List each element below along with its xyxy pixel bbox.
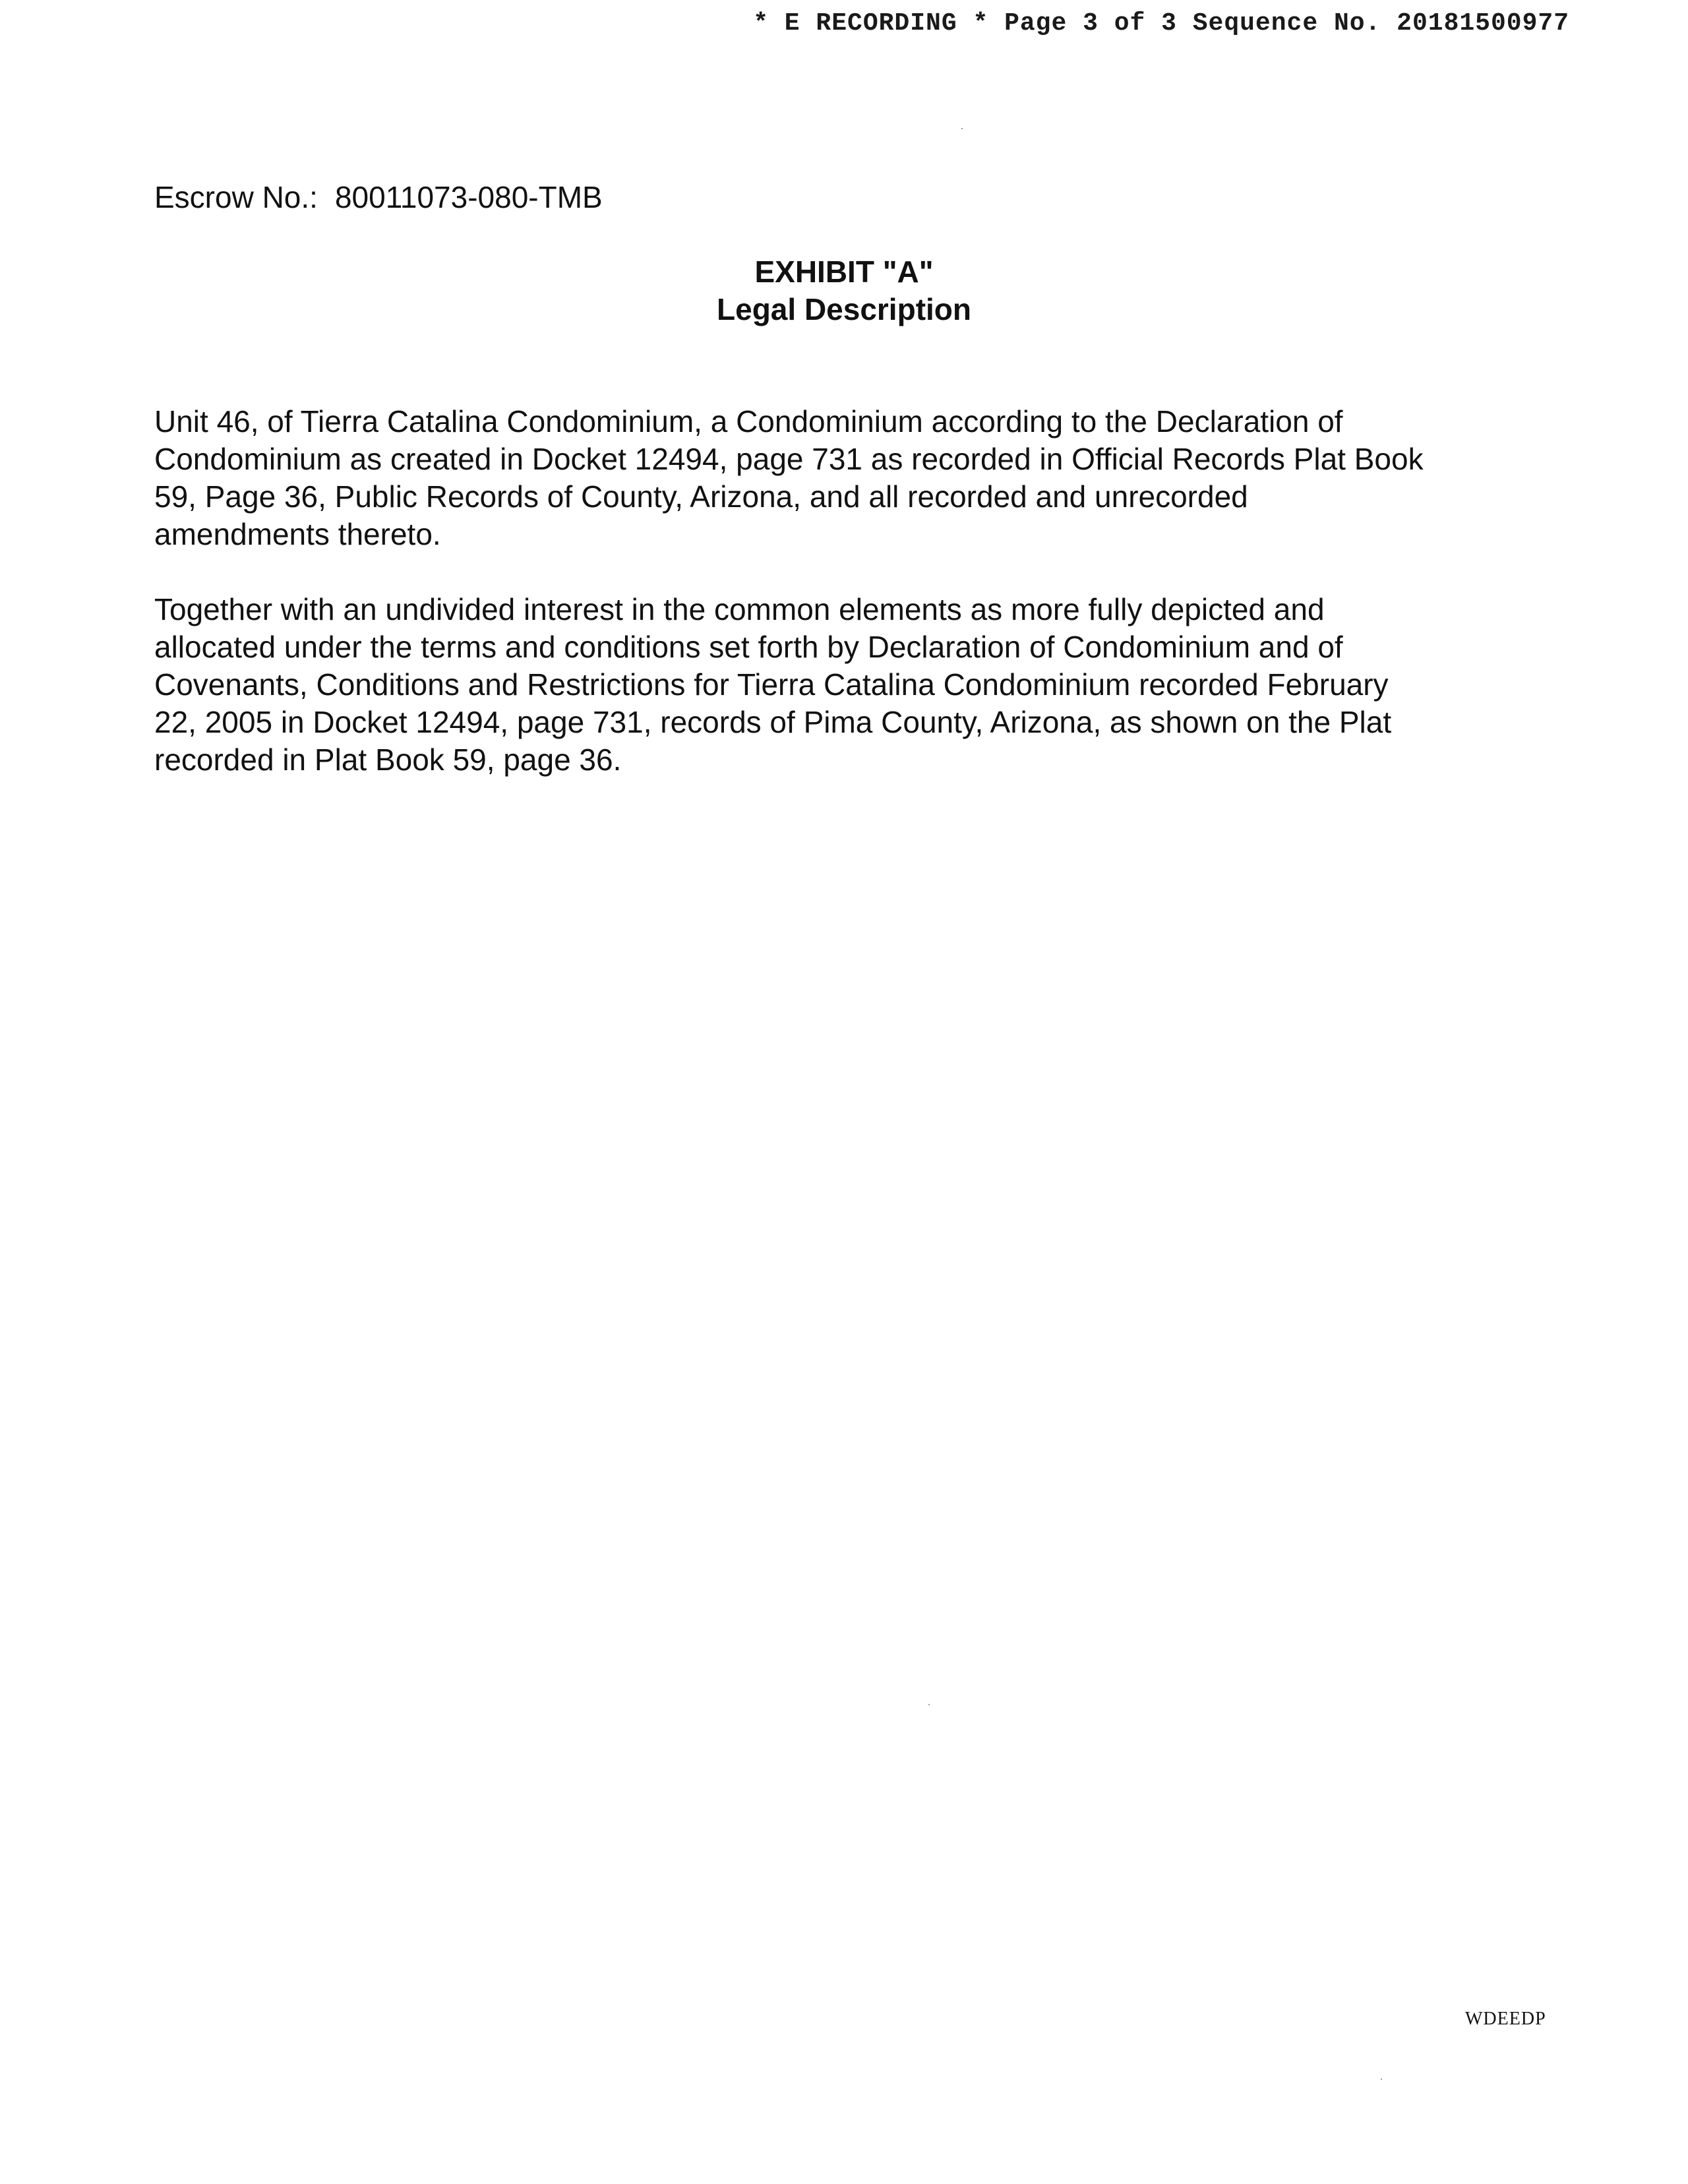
escrow-label: Escrow No.: <box>154 180 318 214</box>
document-code: WDEEDP <box>1465 2009 1546 2029</box>
scan-speck <box>928 1704 930 1705</box>
paragraph-line: Covenants, Conditions and Restrictions for Tierra Catalina Condominium recorded February <box>154 667 1389 702</box>
paragraph-line: Together with an undivided interest in the common elements as more fully depicted and <box>154 592 1325 626</box>
scan-speck <box>961 128 963 129</box>
paragraph-line: amendments thereto. <box>154 517 441 551</box>
recording-header: * E RECORDING * Page 3 of 3 Sequence No. 20181500977 <box>753 9 1569 38</box>
paragraph-line: Condominium as created in Docket 12494, page 731 as recorded in Official Records Plat Book <box>154 442 1424 476</box>
exhibit-subtitle: Legal Description <box>717 292 971 326</box>
scan-speck <box>1381 2078 1382 2080</box>
paragraph-line: allocated under the terms and conditions set forth by Declaration of Condominium and of <box>154 630 1343 664</box>
paragraph-line: recorded in Plat Book 59, page 36. <box>154 743 622 777</box>
exhibit-title: EXHIBIT "A" <box>754 255 934 289</box>
paragraph-line: 22, 2005 in Docket 12494, page 731, records of Pima County, Arizona, as shown on the Plat <box>154 705 1392 739</box>
paragraph-line: Unit 46, of Tierra Catalina Condominium, a Condominium according to the Declaration of <box>154 404 1343 439</box>
legal-description-paragraph-2 <box>154 591 1391 779</box>
escrow-value: 80011073-080-TMB <box>334 180 603 214</box>
escrow-number <box>154 179 603 215</box>
paragraph-line: 59, Page 36, Public Records of County, Arizona, and all recorded and unrecorded <box>154 479 1248 514</box>
legal-description-paragraph-1 <box>154 403 1424 553</box>
